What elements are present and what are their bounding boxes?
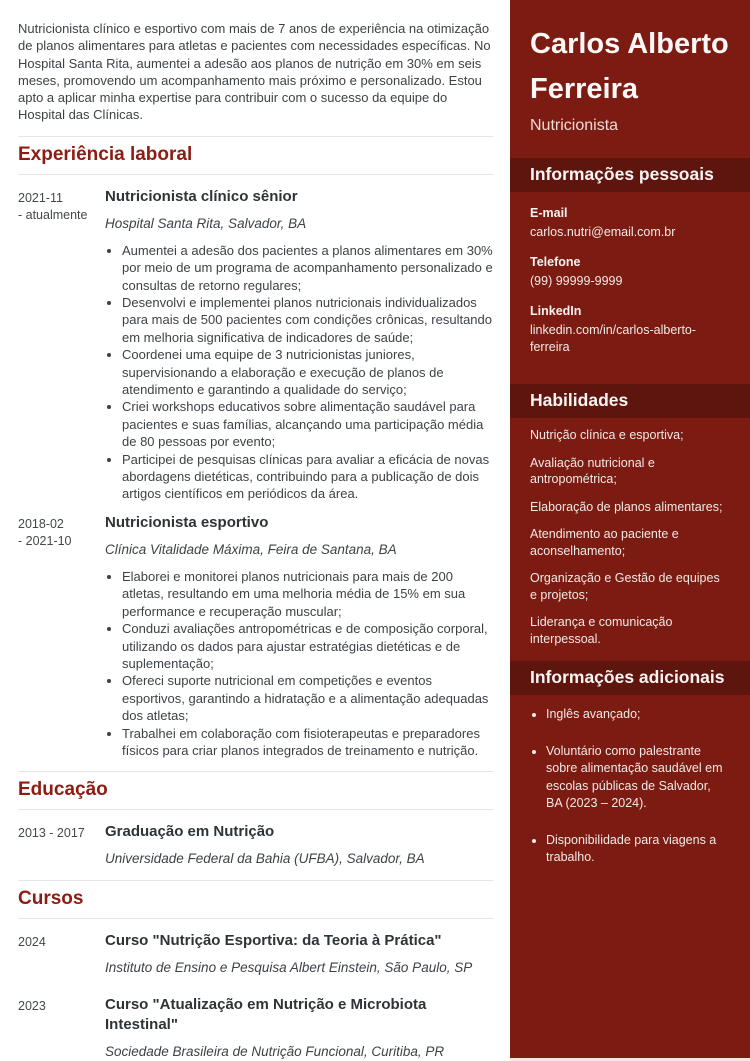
job-1-bullet: • Coordenei uma equipe de 3 nutricionistas juniores, supervisionando a elaboração e execução de planos de atendimento e garantindo a qualidade do serviço; (122, 346, 493, 398)
email-value: carlos.nutri@email.com.br (530, 225, 676, 239)
person-job-title: Nutricionista (530, 117, 619, 134)
job-2-company: Clínica Vitalidade Máxima, Feira de Santana, BA (105, 541, 397, 557)
job-1-date-start: 2021-11 (18, 190, 63, 205)
skills-block (510, 418, 750, 647)
skill-item: Avaliação nutricional e antropométrica; (530, 455, 655, 486)
contact-block (510, 205, 750, 356)
job-entry-1 (18, 187, 493, 503)
sidebar-section-personal-info: Informações pessoais (510, 158, 750, 192)
skill-item: Organização e Gestão de equipes e projetos; (530, 571, 720, 602)
course-entry-1 (18, 931, 493, 977)
job-1-bullet: • Desenvolvi e implementei planos nutricionais individualizados para mais de 500 pacientes com condições crônicas, resultando em melhoria significativa de indicadores de saúde; (122, 294, 493, 346)
section-title-experience: Experiência laboral (18, 136, 493, 175)
job-1-title: Nutricionista clínico sênior (105, 187, 298, 205)
skill-item: Nutrição clínica e esportiva; (530, 428, 684, 442)
email-label: E-mail (530, 206, 568, 220)
sidebar-section-additional-info: Informações adicionais (510, 661, 750, 695)
education-entry (18, 822, 493, 868)
linkedin-label: LinkedIn (530, 304, 582, 318)
course-2-body (105, 995, 493, 1061)
course-entry-2 (18, 995, 493, 1061)
course-2-date: 2023 (18, 999, 46, 1014)
course-1-title: Curso "Nutrição Esportiva: da Teoria à Prática" (105, 932, 442, 950)
job-2-bullet: • Ofereci suporte nutricional em competições e eventos esportivos, garantindo a hidratação e a alimentação adequadas dos atletas; (122, 672, 493, 724)
additional-info-item: • Voluntário como palestrante sobre alimentação saudável em escolas públicas de Salvador, BA (2023 – 2024). (546, 743, 730, 813)
education-school: Universidade Federal da Bahia (UFBA), Salvador, BA (105, 851, 425, 867)
job-2-bullets (105, 568, 493, 759)
additional-info-item: • Disponibilidade para viagens a trabalho. (546, 832, 730, 867)
job-2-bullet: • Trabalhei em colaboração com fisioterapeutas e preparadores físicos para criar planos integrados de treinamento e nutrição. (122, 725, 493, 760)
course-2-dates (18, 995, 105, 1061)
skill-item: Liderança e comunicação interpessoal. (530, 615, 673, 646)
job-2-bullet: • Elaborei e monitorei planos nutricionais para mais de 200 atletas, resultando em uma melhoria média de 15% em sua performance e recuperação muscular; (122, 568, 493, 620)
linkedin-value: linkedin.com/in/carlos-alberto-ferreira (530, 323, 697, 354)
course-2-institution: Sociedade Brasileira de Nutrição Funcional, Curitiba, PR (105, 1044, 445, 1060)
education-title: Graduação em Nutrição (105, 823, 275, 841)
additional-info-item: • Inglês avançado; (546, 706, 730, 724)
job-2-date-start: 2018-02 (18, 516, 64, 531)
job-1-bullet: • Criei workshops educativos sobre alimentação saudável para pacientes e suas famílias, alcançando uma participação média de 80 pessoas por evento; (122, 398, 493, 450)
job-1-date-end: - atualmente (18, 207, 88, 222)
course-1-dates (18, 931, 105, 977)
course-2-title: Curso "Atualização em Nutrição e Microbiota Intestinal" (105, 996, 427, 1034)
job-1-company: Hospital Santa Rita, Salvador, BA (105, 215, 307, 231)
job-2-dates (18, 513, 105, 759)
job-1-body (105, 187, 493, 503)
person-name: Carlos Alberto Ferreira (530, 28, 729, 105)
job-2-title: Nutricionista esportivo (105, 513, 269, 531)
job-2-body (105, 513, 493, 759)
phone-label: Telefone (530, 255, 581, 269)
additional-info-list (531, 706, 730, 867)
job-1-dates (18, 187, 105, 503)
job-2-bullet: • Conduzi avaliações antropométricas e de composição corporal, utilizando os dados para ajustar estratégias dietéticas e de suplementação; (122, 620, 493, 672)
job-2-date-end: - 2021-10 (18, 533, 72, 548)
course-1-date: 2024 (18, 935, 46, 950)
phone-value: (99) 99999-9999 (530, 274, 623, 288)
section-title-education: Educação (18, 771, 493, 810)
job-1-bullet: • Aumentei a adesão dos pacientes a planos alimentares em 30% por meio de um programa de acompanhamento personalizado e consultas de retorno regulares; (122, 242, 493, 294)
education-dates (18, 822, 105, 868)
course-1-institution: Instituto de Ensino e Pesquisa Albert Einstein, São Paulo, SP (105, 960, 473, 976)
skill-item: Atendimento ao paciente e aconselhamento; (530, 527, 679, 558)
education-date: 2013 - 2017 (18, 826, 85, 841)
job-1-bullets (105, 242, 493, 503)
education-body (105, 822, 493, 868)
sidebar (510, 0, 750, 1058)
course-1-body (105, 931, 493, 977)
section-title-courses: Cursos (18, 880, 493, 919)
summary-paragraph: Nutricionista clínico e esportivo com mais de 7 anos de experiência na otimização de planos alimentares para atletas e pacientes com necessidades específicas. No Hospital Santa Rita, aumentei a adesão aos planos de nutrição em 30% em seis meses, promovendo um acompanhamento mais próximo e personalizado. Estou apto a aplicar minha expertise para contribuir com o sucesso da equipe do Hospital das Clínicas. (18, 21, 491, 123)
sidebar-section-skills: Habilidades (510, 384, 750, 418)
skill-item: Elaboração de planos alimentares; (530, 499, 723, 514)
job-1-bullet: • Participei de pesquisas clínicas para avaliar a eficácia de novas abordagens dietéticas, contribuindo para a publicação de dois artigos científicos em periódicos da área. (122, 451, 493, 503)
job-entry-2 (18, 513, 493, 759)
